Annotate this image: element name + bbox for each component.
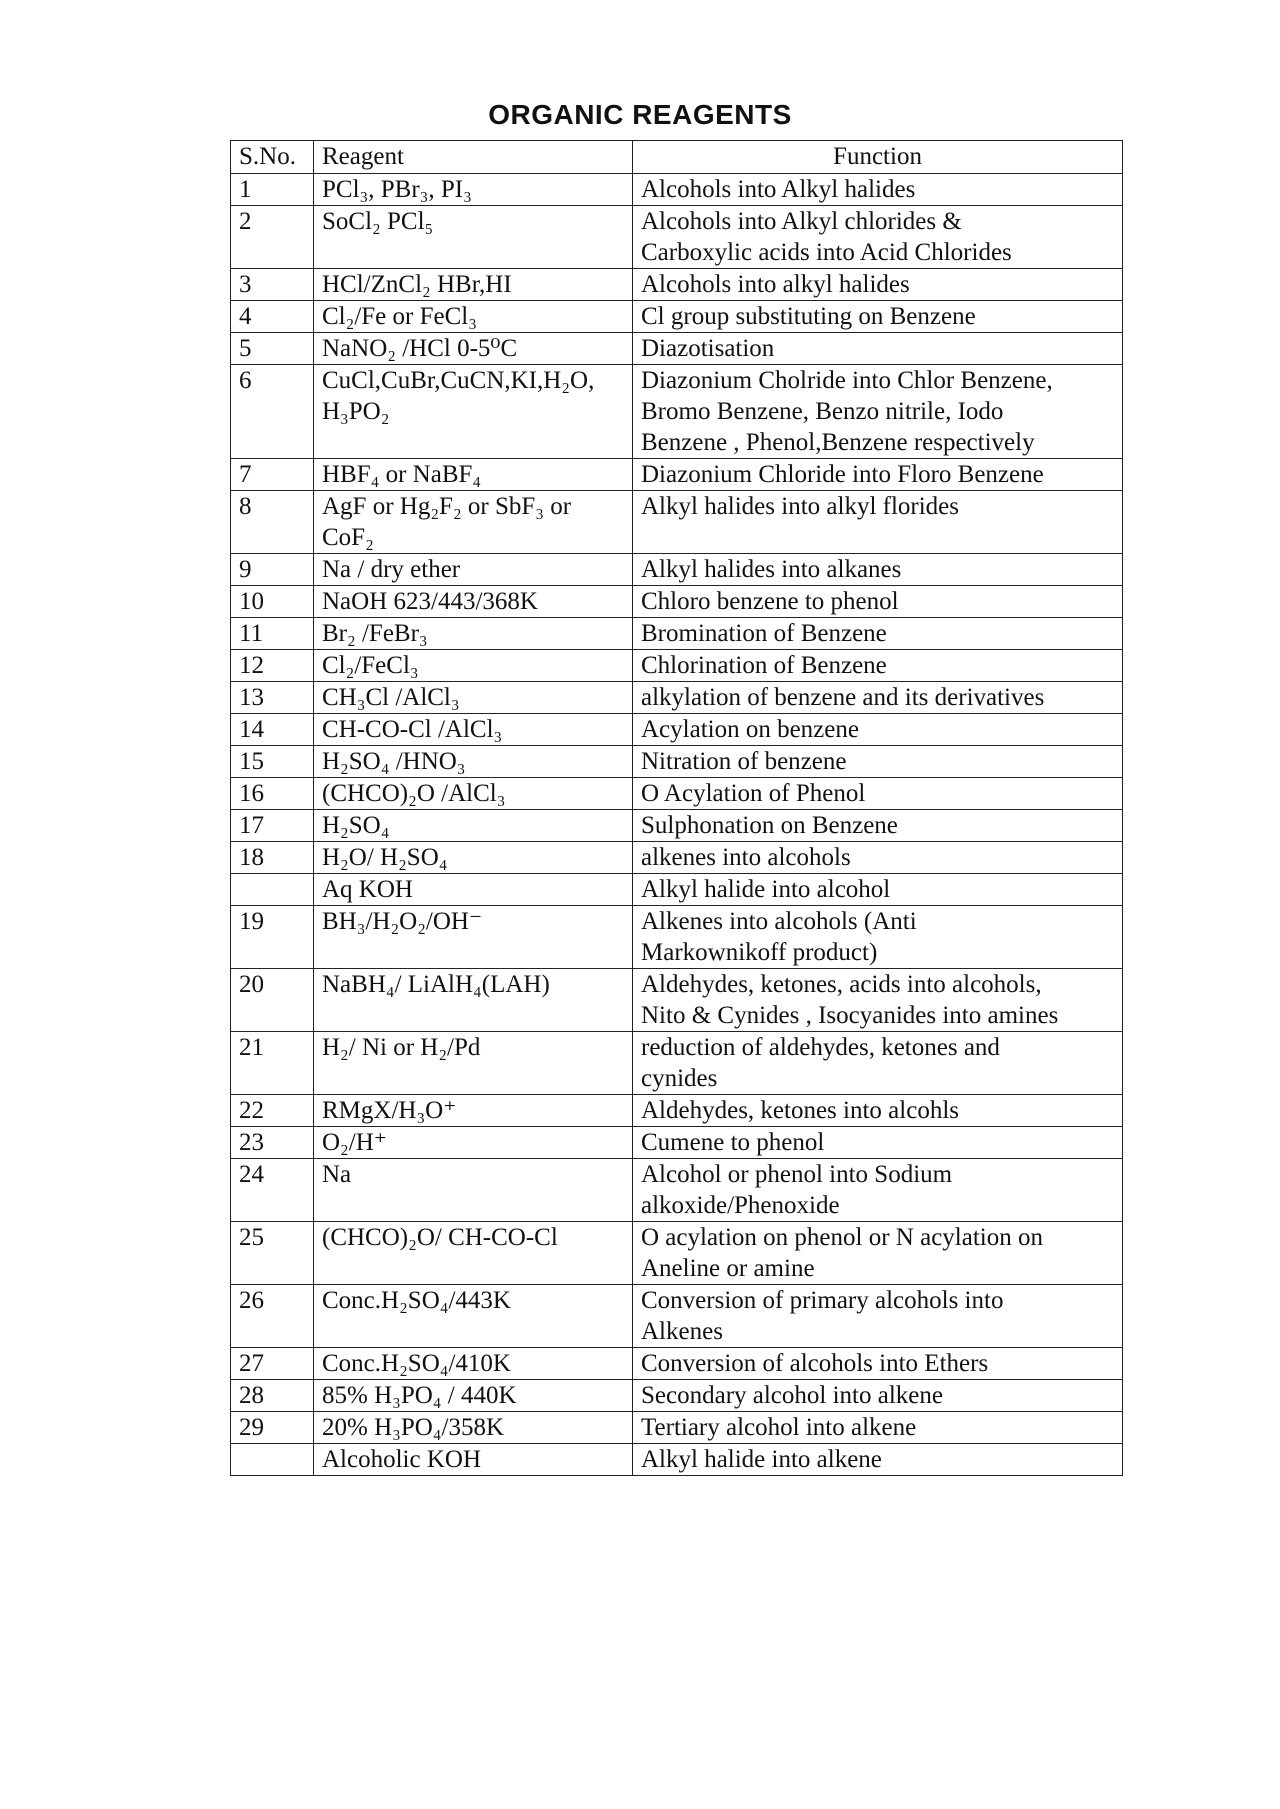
cell-reagent: Na bbox=[314, 1159, 633, 1222]
cell-function: Alcohols into Alkyl chlorides & Carboxylic acids into Acid Chlorides bbox=[633, 206, 1123, 269]
table-row bbox=[231, 650, 1123, 682]
table-row bbox=[231, 1159, 1123, 1222]
reagents-table bbox=[230, 140, 1123, 1476]
table-row bbox=[231, 1444, 1123, 1476]
table-row bbox=[231, 1412, 1123, 1444]
cell-sno bbox=[231, 1444, 314, 1476]
cell-sno: 22 bbox=[231, 1095, 314, 1127]
table-row bbox=[231, 1222, 1123, 1285]
cell-function: Aldehydes, ketones into alcohls bbox=[633, 1095, 1123, 1127]
cell-reagent: Conc.H₂SO₄/443K bbox=[314, 1285, 633, 1348]
cell-reagent: 20% H₃PO₄/358K bbox=[314, 1412, 633, 1444]
cell-function: Conversion of primary alcohols into Alkenes bbox=[633, 1285, 1123, 1348]
cell-function: O acylation on phenol or N acylation on Aneline or amine bbox=[633, 1222, 1123, 1285]
cell-function: Conversion of alcohols into Ethers bbox=[633, 1348, 1123, 1380]
table-row bbox=[231, 269, 1123, 301]
table-row bbox=[231, 842, 1123, 874]
table-row bbox=[231, 778, 1123, 810]
cell-reagent: H₂O/ H₂SO₄ bbox=[314, 842, 633, 874]
cell-function: Bromination of Benzene bbox=[633, 618, 1123, 650]
cell-sno: 14 bbox=[231, 714, 314, 746]
cell-reagent: RMgX/H₃O⁺ bbox=[314, 1095, 633, 1127]
cell-reagent: NaNO₂ /HCl 0-5⁰C bbox=[314, 333, 633, 365]
table-row bbox=[231, 969, 1123, 1032]
table-row bbox=[231, 1348, 1123, 1380]
table-body bbox=[231, 174, 1123, 1476]
table-row bbox=[231, 206, 1123, 269]
cell-reagent: Aq KOH bbox=[314, 874, 633, 906]
cell-reagent: 85% H₃PO₄ / 440K bbox=[314, 1380, 633, 1412]
table-row bbox=[231, 554, 1123, 586]
cell-sno: 8 bbox=[231, 491, 314, 554]
page-title: ORGANIC REAGENTS bbox=[488, 99, 792, 130]
table-row bbox=[231, 682, 1123, 714]
cell-reagent: H₂/ Ni or H₂/Pd bbox=[314, 1032, 633, 1095]
cell-sno: 23 bbox=[231, 1127, 314, 1159]
table-row bbox=[231, 714, 1123, 746]
cell-function: Sulphonation on Benzene bbox=[633, 810, 1123, 842]
cell-reagent: CH₃Cl /AlCl₃ bbox=[314, 682, 633, 714]
cell-reagent: HCl/ZnCl₂ HBr,HI bbox=[314, 269, 633, 301]
header-function: Function bbox=[633, 141, 1123, 174]
table-row bbox=[231, 1032, 1123, 1095]
cell-reagent: BH₃/H₂O₂/OH⁻ bbox=[314, 906, 633, 969]
cell-function: Cl group substituting on Benzene bbox=[633, 301, 1123, 333]
cell-reagent: Cl₂/Fe or FeCl₃ bbox=[314, 301, 633, 333]
cell-function: alkylation of benzene and its derivatives bbox=[633, 682, 1123, 714]
cell-function: Nitration of benzene bbox=[633, 746, 1123, 778]
cell-sno: 15 bbox=[231, 746, 314, 778]
cell-function: Alkyl halides into alkyl florides bbox=[633, 491, 1123, 554]
table-row bbox=[231, 874, 1123, 906]
table-row bbox=[231, 810, 1123, 842]
cell-sno: 12 bbox=[231, 650, 314, 682]
cell-sno bbox=[231, 874, 314, 906]
table-row bbox=[231, 1095, 1123, 1127]
cell-reagent: HBF₄ or NaBF₄ bbox=[314, 459, 633, 491]
table-row bbox=[231, 459, 1123, 491]
cell-function: Alcohols into alkyl halides bbox=[633, 269, 1123, 301]
cell-sno: 4 bbox=[231, 301, 314, 333]
cell-function: O Acylation of Phenol bbox=[633, 778, 1123, 810]
cell-function: Cumene to phenol bbox=[633, 1127, 1123, 1159]
cell-sno: 27 bbox=[231, 1348, 314, 1380]
cell-reagent: O₂/H⁺ bbox=[314, 1127, 633, 1159]
cell-sno: 28 bbox=[231, 1380, 314, 1412]
cell-reagent: NaOH 623/443/368K bbox=[314, 586, 633, 618]
cell-function: Chlorination of Benzene bbox=[633, 650, 1123, 682]
cell-reagent: Alcoholic KOH bbox=[314, 1444, 633, 1476]
cell-reagent: H₂SO₄ /HNO₃ bbox=[314, 746, 633, 778]
cell-reagent: Cl₂/FeCl₃ bbox=[314, 650, 633, 682]
table-row bbox=[231, 365, 1123, 459]
cell-sno: 18 bbox=[231, 842, 314, 874]
cell-function: Diazonium Cholride into Chlor Benzene, Bromo Benzene, Benzo nitrile, Iodo Benzene , Phenol,Benzene respectively bbox=[633, 365, 1123, 459]
cell-reagent: PCl₃, PBr₃, PI₃ bbox=[314, 174, 633, 206]
cell-sno: 3 bbox=[231, 269, 314, 301]
cell-sno: 19 bbox=[231, 906, 314, 969]
cell-reagent: Conc.H₂SO₄/410K bbox=[314, 1348, 633, 1380]
table-row bbox=[231, 301, 1123, 333]
cell-sno: 7 bbox=[231, 459, 314, 491]
cell-sno: 13 bbox=[231, 682, 314, 714]
table-row bbox=[231, 174, 1123, 206]
cell-function: Diazonium Chloride into Floro Benzene bbox=[633, 459, 1123, 491]
header-sno: S.No. bbox=[231, 141, 314, 174]
cell-sno: 2 bbox=[231, 206, 314, 269]
table-header-row bbox=[231, 141, 1123, 174]
table-row bbox=[231, 491, 1123, 554]
cell-function: Secondary alcohol into alkene bbox=[633, 1380, 1123, 1412]
cell-reagent: CuCl,CuBr,CuCN,KI,H₂O, H₃PO₂ bbox=[314, 365, 633, 459]
cell-function: Acylation on benzene bbox=[633, 714, 1123, 746]
table-row bbox=[231, 1380, 1123, 1412]
cell-function: Alkenes into alcohols (Anti Markownikoff product) bbox=[633, 906, 1123, 969]
cell-sno: 1 bbox=[231, 174, 314, 206]
cell-sno: 25 bbox=[231, 1222, 314, 1285]
cell-reagent: Br₂ /FeBr₃ bbox=[314, 618, 633, 650]
cell-sno: 20 bbox=[231, 969, 314, 1032]
cell-sno: 17 bbox=[231, 810, 314, 842]
cell-reagent: (CHCO)₂O /AlCl₃ bbox=[314, 778, 633, 810]
cell-sno: 26 bbox=[231, 1285, 314, 1348]
table-row bbox=[231, 586, 1123, 618]
cell-reagent: Na / dry ether bbox=[314, 554, 633, 586]
cell-function: Aldehydes, ketones, acids into alcohols, Nito & Cynides , Isocyanides into amines bbox=[633, 969, 1123, 1032]
cell-sno: 9 bbox=[231, 554, 314, 586]
cell-function: Alcohol or phenol into Sodium alkoxide/Phenoxide bbox=[633, 1159, 1123, 1222]
cell-function: Alkyl halides into alkanes bbox=[633, 554, 1123, 586]
cell-sno: 6 bbox=[231, 365, 314, 459]
cell-sno: 21 bbox=[231, 1032, 314, 1095]
cell-sno: 16 bbox=[231, 778, 314, 810]
cell-reagent: (CHCO)₂O/ CH-CO-Cl bbox=[314, 1222, 633, 1285]
cell-reagent: CH-CO-Cl /AlCl₃ bbox=[314, 714, 633, 746]
cell-sno: 24 bbox=[231, 1159, 314, 1222]
cell-sno: 29 bbox=[231, 1412, 314, 1444]
cell-reagent: NaBH₄/ LiAlH₄(LAH) bbox=[314, 969, 633, 1032]
cell-sno: 10 bbox=[231, 586, 314, 618]
cell-reagent: AgF or Hg₂F₂ or SbF₃ or CoF₂ bbox=[314, 491, 633, 554]
table-row bbox=[231, 1285, 1123, 1348]
table-row bbox=[231, 746, 1123, 778]
cell-reagent: H₂SO₄ bbox=[314, 810, 633, 842]
table-row bbox=[231, 333, 1123, 365]
cell-function: reduction of aldehydes, ketones and cynides bbox=[633, 1032, 1123, 1095]
table-row bbox=[231, 906, 1123, 969]
header-reagent: Reagent bbox=[314, 141, 633, 174]
cell-function: Alkyl halide into alkene bbox=[633, 1444, 1123, 1476]
cell-function: Alkyl halide into alcohol bbox=[633, 874, 1123, 906]
table-row bbox=[231, 618, 1123, 650]
table-row bbox=[231, 1127, 1123, 1159]
cell-function: Alcohols into Alkyl halides bbox=[633, 174, 1123, 206]
cell-function: alkenes into alcohols bbox=[633, 842, 1123, 874]
cell-reagent: SoCl₂ PCl₅ bbox=[314, 206, 633, 269]
cell-sno: 11 bbox=[231, 618, 314, 650]
cell-sno: 5 bbox=[231, 333, 314, 365]
cell-function: Tertiary alcohol into alkene bbox=[633, 1412, 1123, 1444]
cell-function: Diazotisation bbox=[633, 333, 1123, 365]
cell-function: Chloro benzene to phenol bbox=[633, 586, 1123, 618]
